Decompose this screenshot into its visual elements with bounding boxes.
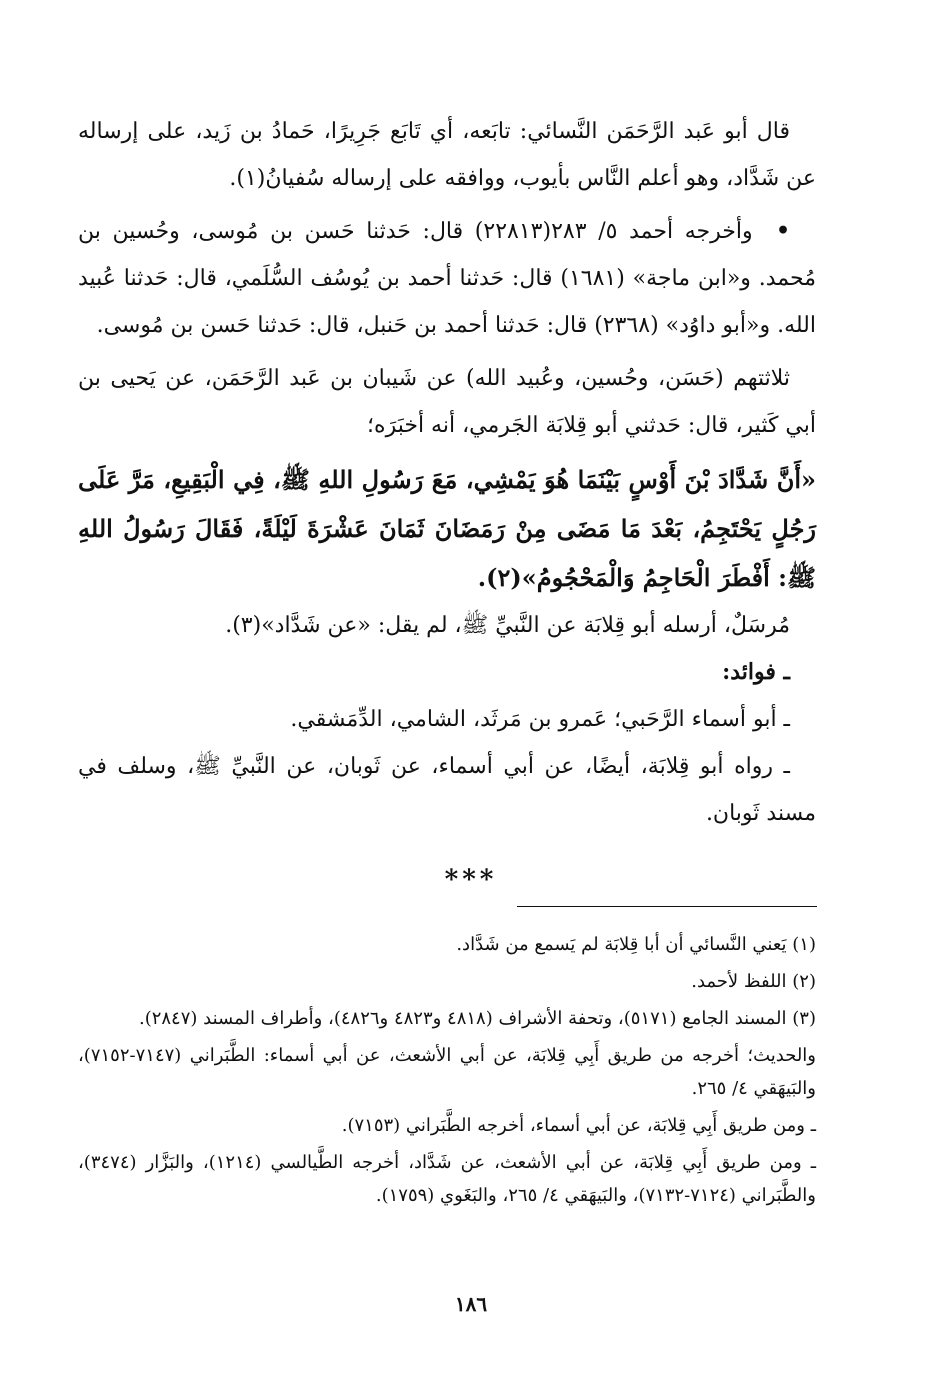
paragraph-fawaid-1: ـ أبو أسماء الرَّحَبي؛ عَمرو بن مَرثَد، الشامي، الدِّمَشقي. [290, 707, 790, 732]
footnote-divider [517, 906, 817, 907]
paragraph-fawaid-2: ـ رواه أبو قِلابَة، أيضًا، عن أبي أسماء، عن ثَوبان، عن النَّبيِّ ﷺ، وسلف في مسند ثَوبان. [78, 754, 816, 826]
footnote-3-route-3: ـ ومن طريق أَبِي قِلابَة، عن أبي الأشعث، عن شَدَّاد، أخرجه الطَّيالسي (١٢١٤)، والبَزَّار (٣٤٧٤)، والطَّبَراني (٧١٢٤-٧١٣٢)، والبَيهَقي ٤/ ٢٦٥، والبَغَوي (١٧٥٩). [78, 1152, 816, 1206]
footnotes [78, 928, 816, 1212]
paragraph-hadith-matn: «أَنَّ شَدَّادَ بْنَ أَوْسٍ بَيْنَمَا هُوَ يَمْشِي، مَعَ رَسُولِ اللهِ ﷺ، فِي الْبَقِيعِ، مَرَّ عَلَى رَجُلٍ يَحْتَجِمُ، بَعْدَ مَا مَضَى مِنْ رَمَضَانَ ثَمَانَ عَشْرَةَ لَيْلَةً، فَقَالَ رَسُولُ اللهِ ﷺ: أَفْطَرَ الْحَاجِمُ وَالْمَحْجُومُ»(٢). [78, 465, 816, 592]
takhrij-text: وأخرجه أحمد ٥/ ٢٨٣(٢٢٨١٣) قال: حَدثنا حَسن بن مُوسى، وحُسين بن مُحمد. و«ابن ماجة» (١٦٨١) قال: حَدثنا أحمد بن يُوسُف السُّلَمي، قال: حَدثنا عُبيد الله. و«أبو داوُد» (٢٣٦٨) قال: حَدثنا أحمد بن حَنبل، قال: حَدثنا حَسن بن مُوسى. [78, 219, 817, 338]
footnote-1: (١) يَعني النَّسائي أن أبا قِلابَة لم يَسمع من شَدَّاد. [456, 934, 816, 955]
footnote-3-route-2: ـ ومن طريق أَبِي قِلابَة، عن أبي أسماء، أخرجه الطَّبَراني (٧١٥٣). [341, 1115, 816, 1136]
footnote-3: (٣) المسند الجامع (٥١٧١)، وتحفة الأشراف (٤٨١٨ و٤٨٢٣ و٤٨٢٦)، وأطراف المسند (٢٨٤٧). [138, 1008, 816, 1029]
heading-fawaid: ـ فوائد: [722, 659, 790, 685]
main-text [78, 108, 816, 837]
paragraph-mursal: مُرسَلٌ، أرسله أبو قِلابَة عن النَّبيِّ ﷺ، لم يقل: «عن شَدَّاد»(٣). [225, 613, 790, 638]
page-number: ١٨٦ [454, 1292, 488, 1316]
section-separator: *** [444, 865, 498, 895]
paragraph-takhrij [78, 208, 816, 349]
bullet-marker: • [775, 218, 790, 244]
paragraph-nasai-comment: قال أبو عَبد الرَّحَمَن النَّسائي: تابَعه، أي تَابَع جَرِيرًا، حَمادُ بن زَيد، على إرساله عن شَدَّاد، وهو أعلم النَّاس بأيوب، ووافقه على إرساله سُفيانُ(١). [78, 119, 816, 191]
footnote-2: (٢) اللفظ لأحمد. [691, 971, 816, 992]
paragraph-isnad: ثلاثتهم (حَسَن، وحُسين، وعُبيد الله) عن شَيبان بن عَبد الرَّحَمَن، عن يَحيى بن أبي كَثير، قال: حَدثني أبو قِلابَة الجَرمي، أنه أخبَرَه؛ [78, 366, 816, 438]
footnote-3-hadith: والحديث؛ أخرجه من طريق أَبِي قِلابَة، عن أبي الأشعث، عن أبي أسماء: الطَّبَراني (٧١٤٧-٧١٥٢)، والبَيهَقي ٤/ ٢٦٥. [78, 1045, 816, 1099]
